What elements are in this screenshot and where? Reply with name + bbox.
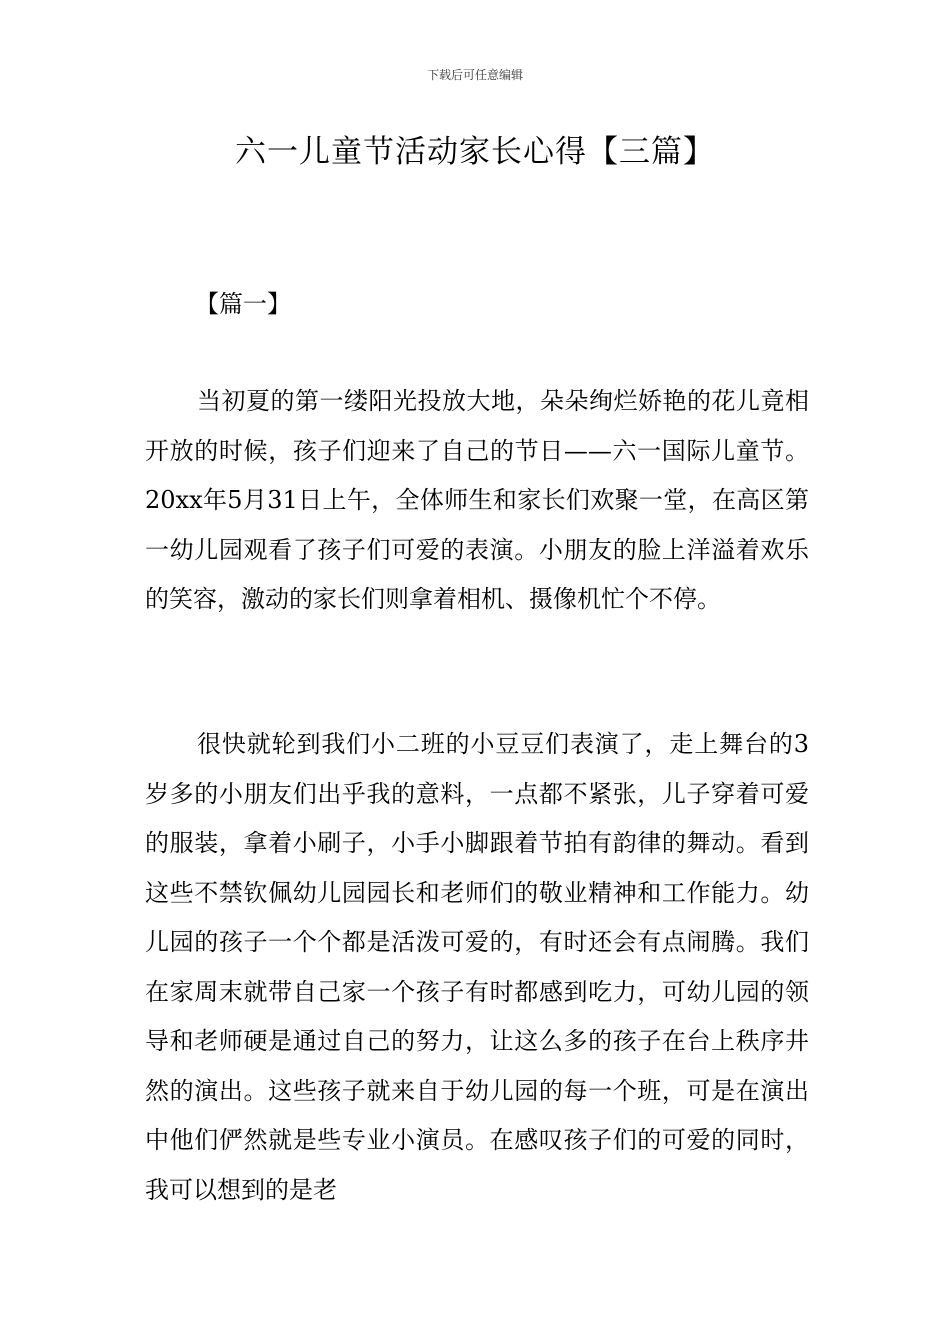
paragraph-1: 当初夏的第一缕阳光投放大地，朵朵绚烂娇艳的花儿竟相开放的时候，孩子们迎来了自己的节日——六一国际儿童节。20xx年5月31日上午，全体师生和家长们欢聚一堂，在高区第一幼儿园观看了孩子们可爱的表演。小朋友的脸上洋溢着欢乐的笑容，激动的家长们则拿着相机、摄像机忙个不停。 (145, 387, 809, 613)
section-heading: 【篇一】 (195, 290, 291, 318)
document-title: 六一儿童节活动家长心得【三篇】 (235, 134, 715, 170)
header-note: 下载后可任意编辑 (426, 68, 523, 82)
paragraph-2: 很快就轮到我们小二班的小豆豆们表演了，走上舞台的3岁多的小朋友们出乎我的意料，一点都不紧张，儿子穿着可爱的服装，拿着小刷子，小手小脚跟着节拍有韵律的舞动。看到这些不禁钦佩幼儿园园长和老师们的敬业精神和工作能力。幼儿园的孩子一个个都是活泼可爱的，有时还会有点闹腾。我们在家周末就带自己家一个孩子有时都感到吃力，可幼儿园的领导和老师硬是通过自己的努力，让这么多的孩子在台上秩序井然的演出。这些孩子就来自于幼儿园的每一个班，可是在演出中他们俨然就是些专业小演员。在感叹孩子们的可爱的同时，我可以想到的是老 (145, 730, 809, 1204)
